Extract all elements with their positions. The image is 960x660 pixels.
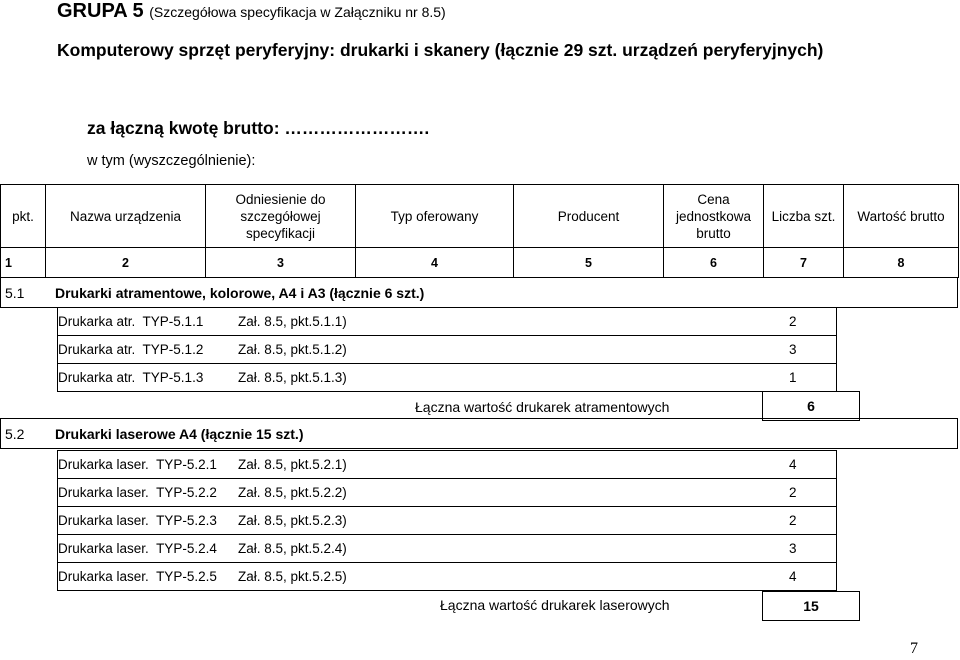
device-name: Drukarka laser. TYP-5.2.2 (58, 485, 217, 500)
group-title-text: GRUPA 5 (57, 0, 144, 22)
table-row (57, 534, 837, 563)
table-row (57, 335, 837, 364)
summary-qty-laser: 15 (762, 591, 860, 621)
table-row (57, 562, 837, 591)
spec-reference: Zał. 8.5, pkt.5.2.3) (238, 513, 347, 528)
section-heading-5-2 (0, 418, 958, 449)
device-type: TYP-5.2.3 (156, 513, 217, 528)
section-number: 5.2 (1, 419, 46, 449)
section-number: 5.1 (1, 278, 46, 308)
spec-reference: Zał. 8.5, pkt.5.2.5) (238, 569, 347, 584)
device-name: Drukarka laser. TYP-5.2.3 (58, 513, 217, 528)
col-number: 1 (1, 248, 46, 278)
device-name: Drukarka laser. TYP-5.2.1 (58, 457, 217, 472)
group-title (57, 0, 446, 23)
device-name: Drukarka atr. TYP-5.1.3 (58, 370, 204, 385)
subject-line: Komputerowy sprzęt peryferyjny: drukarki i skanery (łącznie 29 szt. urządzeń peryferyjnych) (57, 40, 824, 60)
table-row (57, 506, 837, 535)
spec-reference: Zał. 8.5, pkt.5.1.2) (238, 342, 347, 357)
col-header-offered-type: Typ oferowany (356, 185, 514, 248)
section-title: Drukarki atramentowe, kolorowe, A4 i A3 (łącznie 6 szt.) (45, 278, 958, 308)
spec-reference: Zał. 8.5, pkt.5.2.4) (238, 541, 347, 556)
group-note: (Szczegółowa specyfikacja w Załączniku nr 8.5) (149, 4, 446, 20)
device-name: Drukarka laser. TYP-5.2.5 (58, 569, 217, 584)
device-type: TYP-5.1.3 (142, 370, 204, 385)
col-number: 3 (206, 248, 356, 278)
device-type: TYP-5.1.2 (142, 342, 204, 357)
quantity: 2 (789, 314, 797, 329)
quantity: 3 (789, 342, 797, 357)
quantity: 2 (789, 485, 797, 500)
quantity: 2 (789, 513, 797, 528)
spec-reference: Zał. 8.5, pkt.5.1.1) (238, 314, 347, 329)
quantity: 4 (789, 457, 797, 472)
col-number: 2 (46, 248, 206, 278)
device-type: TYP-5.2.5 (156, 569, 217, 584)
spec-reference: Zał. 8.5, pkt.5.2.2) (238, 485, 347, 500)
breakdown-label: w tym (wyszczególnienie): (87, 153, 256, 169)
col-number: 8 (844, 248, 959, 278)
device-type: TYP-5.2.2 (156, 485, 217, 500)
col-number: 5 (514, 248, 664, 278)
total-label: za łączną kwotę brutto: ……………………. (87, 118, 430, 138)
section-heading-5-1 (0, 277, 958, 308)
page-number: 7 (910, 640, 918, 657)
device-type: TYP-5.2.1 (156, 457, 217, 472)
col-number: 7 (764, 248, 844, 278)
device-type: TYP-5.1.1 (142, 314, 204, 329)
col-header-unit-price: Cena jednostkowa brutto (664, 185, 764, 248)
device-type: TYP-5.2.4 (156, 541, 217, 556)
spec-table-header (0, 184, 959, 278)
col-header-spec-ref: Odniesienie do szczegółowej specyfikacji (206, 185, 356, 248)
col-number: 4 (356, 248, 514, 278)
column-header-row (1, 185, 959, 248)
quantity: 4 (789, 569, 797, 584)
summary-label-laser: Łączna wartość drukarek laserowych (440, 597, 670, 613)
table-row (57, 363, 837, 392)
table-row (57, 478, 837, 507)
device-name: Drukarka laser. TYP-5.2.4 (58, 541, 217, 556)
section-title: Drukarki laserowe A4 (łącznie 15 szt.) (45, 419, 958, 449)
spec-reference: Zał. 8.5, pkt.5.2.1) (238, 457, 347, 472)
col-header-device-name: Nazwa urządzenia (46, 185, 206, 248)
col-header-quantity: Liczba szt. (764, 185, 844, 248)
col-header-pkt: pkt. (1, 185, 46, 248)
col-number: 6 (664, 248, 764, 278)
spec-reference: Zał. 8.5, pkt.5.1.3) (238, 370, 347, 385)
col-header-gross-value: Wartość brutto (844, 185, 959, 248)
column-number-row (1, 248, 959, 278)
device-name: Drukarka atr. TYP-5.1.1 (58, 314, 204, 329)
summary-label-inkjet: Łączna wartość drukarek atramentowych (415, 399, 670, 415)
quantity: 3 (789, 541, 797, 556)
col-header-producer: Producent (514, 185, 664, 248)
summary-qty-inkjet: 6 (762, 391, 860, 421)
table-row (57, 307, 837, 336)
table-row (57, 450, 837, 479)
device-name: Drukarka atr. TYP-5.1.2 (58, 342, 204, 357)
quantity: 1 (789, 370, 797, 385)
